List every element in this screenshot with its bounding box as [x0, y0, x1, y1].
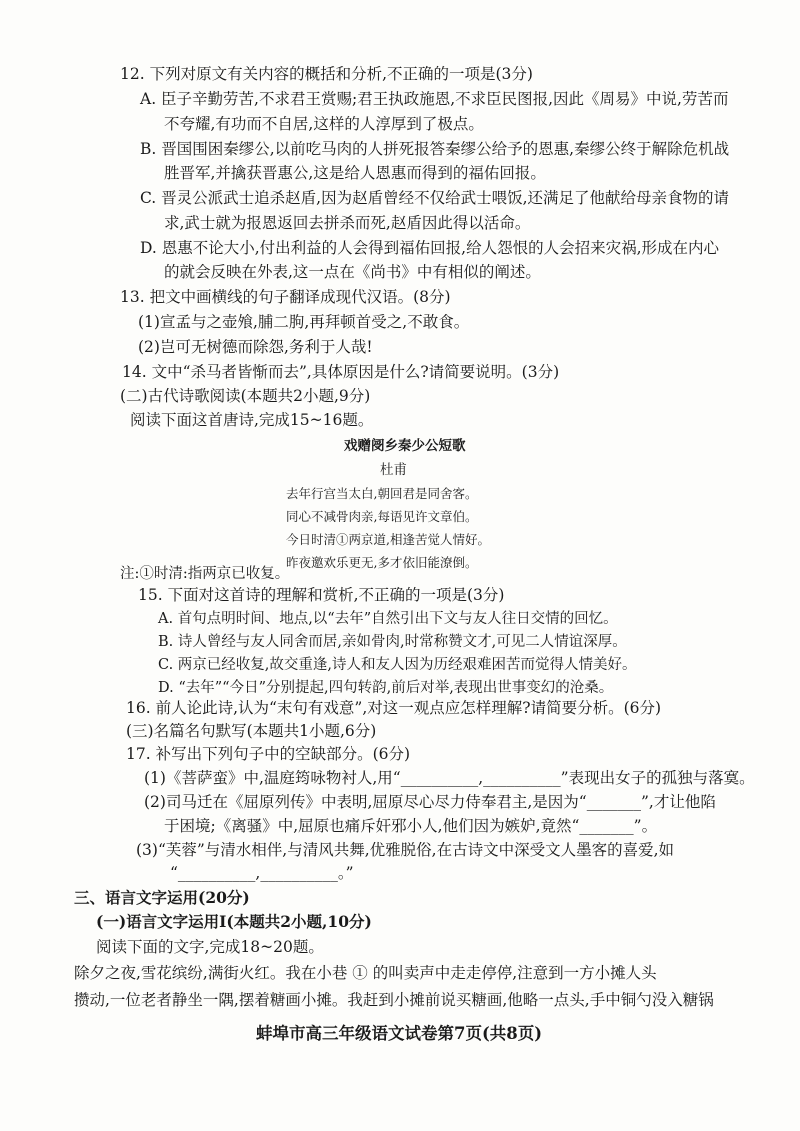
q17-item-1: (1)《菩萨蛮》中,温庭筠咏物衬人,用“__________,__________”表现出女子的孤独与落寞。: [144, 769, 755, 787]
q14-stem: 14. 文中“杀马者皆惭而去”,具体原因是什么?请简要说明。(3分): [122, 363, 560, 381]
page-footer: 蚌埠市高三年级语文试卷第7页(共8页): [256, 1024, 543, 1043]
q13-sentence-1: (1)宣孟与之壶飧,脯二朐,再拜顿首受之,不敢食。: [138, 313, 470, 331]
q15-option-a: A. 首句点明时间、地点,以“去年”自然引出下文与友人往日交情的回忆。: [158, 611, 618, 627]
poem-line-3: 今日时清①两京道,相逢苦觉人情好。: [286, 532, 490, 547]
q12-option-b-line1: B. 晋国围困秦缪公,以前吃马肉的人拼死报答秦缪公给予的恩惠,秦缪公终于解除危机战: [140, 140, 730, 158]
poem-note: 注:①时清:指两京已收复。: [120, 566, 290, 582]
q15-stem: 15. 下面对这首诗的理解和赏析,不正确的一项是(3分): [138, 586, 505, 604]
passage-line-2: 攒动,一位老者静坐一隅,摆着糖画小摊。我赶到小摊前说买糖画,他略一点头,手中铜勺没入糖锅: [74, 991, 714, 1009]
q12-option-c-line1: C. 晋灵公派武士追杀赵盾,因为赵盾曾经不仅给武士喂饭,还满足了他献给母亲食物的请: [140, 189, 730, 207]
q17-item-3-line2: “__________,__________。”: [170, 864, 354, 882]
section-2-intro: 阅读下面这首唐诗,完成15~16题。: [130, 411, 374, 429]
q17-item-3-line1: (3)“芙蓉”与清水相伴,与清风共舞,优雅脱俗,在古诗文中深受文人墨客的喜爱,如: [136, 841, 675, 859]
q15-option-c: C. 两京已经收复,故交重逢,诗人和友人因为历经艰难困苦而觉得人情美好。: [158, 657, 637, 673]
section-3-heading: (三)名篇名句默写(本题共1小题,6分): [126, 722, 377, 740]
q17-item-2-line1: (2)司马迁在《屈原列传》中表明,屈原尽心尽力侍奉君主,是因为“_______”,才让他陷: [144, 793, 716, 811]
q15-option-d: D. “去年”“今日”分别提起,四句转韵,前后对举,表现出世事变幻的沧桑。: [158, 680, 614, 696]
part-3-heading: 三、语言文字运用(20分): [74, 888, 250, 907]
q16-stem: 16. 前人论此诗,认为“末句有戏意”,对这一观点应怎样理解?请简要分析。(6分): [126, 699, 662, 717]
q17-stem: 17. 补写出下列句子中的空缺部分。(6分): [126, 745, 411, 763]
q12-stem: 12. 下列对原文有关内容的概括和分析,不正确的一项是(3分): [120, 65, 533, 83]
q12-option-d-line2: 的就会反映在外表,这一点在《尚书》中有相似的阐述。: [164, 263, 541, 281]
section-2-heading: (二)古代诗歌阅读(本题共2小题,9分): [120, 387, 371, 405]
q13-sentence-2: (2)岂可无树德而除怨,务利于人哉!: [138, 338, 373, 356]
q12-option-d-line1: D. 恩惠不论大小,付出利益的人会得到福佑回报,给人怨恨的人会招来灾祸,形成在内心: [140, 239, 720, 257]
q13-stem: 13. 把文中画横线的句子翻译成现代汉语。(8分): [120, 288, 451, 306]
passage-line-1: 除夕之夜,雪花缤纷,满街火红。我在小巷 ① 的叫卖声中走走停停,注意到一方小摊人头: [74, 964, 657, 982]
q12-option-b-line2: 胜晋军,并擒获晋惠公,这是给人恩惠而得到的福佑回报。: [164, 164, 546, 182]
q17-item-2-line2: 于困境;《离骚》中,屈原也痛斥奸邪小人,他们因为嫉妒,竟然“_______”。: [164, 817, 658, 835]
poem-title: 戏赠阌乡秦少公短歌: [344, 438, 466, 454]
q15-option-b: B. 诗人曾经与友人同舍而居,亲如骨肉,时常称赞文才,可见二人情谊深厚。: [158, 634, 627, 650]
poem-line-2: 同心不减骨肉亲,每语见许文章伯。: [286, 509, 478, 524]
poem-line-4: 昨夜邀欢乐更无,多才依旧能潦倒。: [286, 555, 478, 570]
q12-option-c-line2: 求,武士就为报恩返回去拼杀而死,赵盾因此得以活命。: [164, 214, 531, 232]
poem-line-1: 去年行宫当太白,朝回君是同舍客。: [286, 486, 478, 501]
part-3-subheading: (一)语言文字运用Ⅰ(本题共2小题,10分): [96, 912, 372, 931]
poem-author: 杜甫: [380, 462, 407, 478]
part-3-intro: 阅读下面的文字,完成18~20题。: [96, 938, 324, 956]
q12-option-a-line2: 不夸耀,有功而不自居,这样的人淳厚到了极点。: [164, 115, 484, 133]
q12-option-a-line1: A. 臣子辛勤劳苦,不求君王赏赐;君王执政施恩,不求臣民图报,因此《周易》中说,劳苦而: [140, 90, 729, 108]
